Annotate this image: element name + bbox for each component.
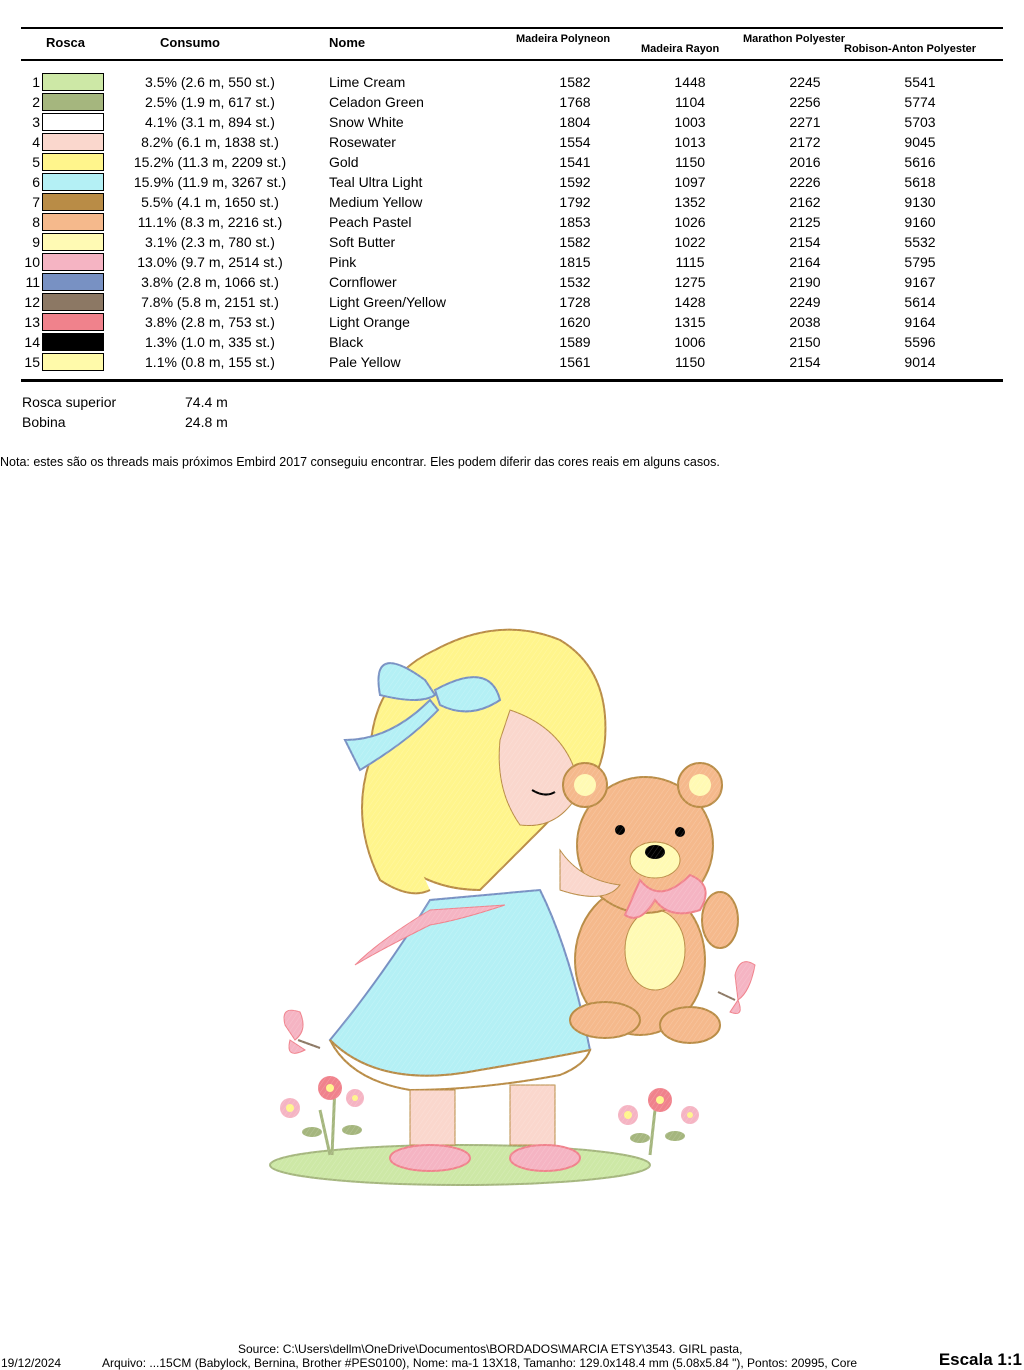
thread-number: 14 [24,334,40,350]
thread-row [0,72,1024,92]
marathon-polyester-code: 2038 [789,314,821,330]
thread-number: 10 [24,254,40,270]
thread-row [0,232,1024,252]
thread-number: 4 [32,134,40,150]
footer-arquivo: Arquivo: ...15CM (Babylock, Bernina, Brother #PES0100), Nome: ma-1 13X18, Tamanho: 129.0x148.4 mm (5.08x5.84 "), Pontos: 20995, Core [102,1356,858,1370]
madeira-polyneon-code: 1804 [559,114,591,130]
robison-anton-code: 5596 [904,334,936,350]
thread-row [0,92,1024,112]
robison-anton-code: 5616 [904,154,936,170]
robison-anton-code: 5795 [904,254,936,270]
thread-consumption: 1.1% (0.8 m, 155 st.) [145,354,275,370]
robison-anton-code: 9164 [904,314,936,330]
thread-name: Gold [329,154,359,170]
madeira-polyneon-code: 1541 [559,154,591,170]
thread-consumption: 3.8% (2.8 m, 1066 st.) [141,274,279,290]
thread-name: Soft Butter [329,234,396,250]
header-nome: Nome [329,35,366,50]
thread-name: Snow White [329,114,404,130]
thread-color-swatch [42,273,104,291]
thread-number: 7 [32,194,40,210]
thread-row [0,352,1024,372]
robison-anton-code: 9014 [904,354,936,370]
marathon-polyester-code: 2271 [789,114,821,130]
thread-consumption: 4.1% (3.1 m, 894 st.) [145,114,275,130]
madeira-rayon-code: 1150 [674,154,706,170]
thread-consumption: 3.8% (2.8 m, 753 st.) [145,314,275,330]
thread-consumption: 3.1% (2.3 m, 780 st.) [145,234,275,250]
table-top-rule [21,27,1003,29]
thread-row [0,152,1024,172]
marathon-polyester-code: 2125 [789,214,821,230]
rosca-superior-label: Rosca superior [22,394,117,410]
thread-consumption: 15.2% (11.3 m, 2209 st.) [133,154,287,170]
thread-consumption: 3.5% (2.6 m, 550 st.) [145,74,275,90]
thread-number: 6 [32,174,40,190]
robison-anton-code: 9160 [904,214,936,230]
madeira-polyneon-code: 1532 [559,274,591,290]
thread-color-swatch [42,293,104,311]
thread-number: 11 [25,274,40,290]
thread-row [0,172,1024,192]
robison-anton-code: 9130 [904,194,936,210]
marathon-polyester-code: 2154 [789,234,821,250]
thread-consumption: 2.5% (1.9 m, 617 st.) [145,94,275,110]
marathon-polyester-code: 2256 [789,94,821,110]
madeira-rayon-code: 1006 [674,334,706,350]
thread-number: 15 [24,354,40,370]
madeira-rayon-code: 1026 [674,214,706,230]
madeira-polyneon-code: 1620 [559,314,591,330]
bobina-label: Bobina [22,414,66,430]
thread-consumption: 5.5% (4.1 m, 1650 st.) [141,194,279,210]
madeira-polyneon-code: 1792 [559,194,591,210]
marathon-polyester-code: 2172 [789,134,821,150]
thread-consumption: 13.0% (9.7 m, 2514 st.) [137,254,283,270]
thread-color-swatch [42,333,104,351]
madeira-polyneon-code: 1561 [559,354,591,370]
thread-row [0,272,1024,292]
thread-name: Medium Yellow [329,194,423,210]
robison-anton-code: 5618 [904,174,936,190]
marathon-polyester-code: 2245 [789,74,821,90]
thread-color-swatch [42,313,104,331]
madeira-rayon-code: 1097 [674,174,706,190]
thread-consumption: 1.3% (1.0 m, 335 st.) [145,334,275,350]
footer-source: Source: C:\Users\dellm\OneDrive\Documentos\BORDADOS\MARCIA ETSY\3543. GIRL pasta, [238,1342,743,1356]
thread-color-swatch [42,353,104,371]
thread-color-swatch [42,213,104,231]
thread-number: 2 [32,94,40,110]
embroidery-design-illustration [260,620,780,1190]
thread-row [0,292,1024,312]
thread-color-swatch [42,93,104,111]
thread-name: Peach Pastel [329,214,412,230]
madeira-rayon-code: 1022 [674,234,706,250]
madeira-polyneon-code: 1592 [559,174,591,190]
thread-number: 1 [32,74,40,90]
thread-consumption: 7.8% (5.8 m, 2151 st.) [141,294,279,310]
marathon-polyester-code: 2150 [789,334,821,350]
header-marathon-polyester: Marathon Polyester [743,33,846,45]
marathon-polyester-code: 2162 [789,194,821,210]
madeira-rayon-code: 1275 [674,274,706,290]
thread-row [0,332,1024,352]
thread-name: Black [329,334,364,350]
thread-name: Celadon Green [329,94,424,110]
madeira-polyneon-code: 1728 [559,294,591,310]
madeira-rayon-code: 1315 [674,314,706,330]
robison-anton-code: 5614 [904,294,936,310]
thread-consumption: 15.9% (11.9 m, 3267 st.) [133,174,287,190]
thread-color-swatch [42,233,104,251]
thread-consumption: 11.1% (8.3 m, 2216 st.) [137,214,283,230]
thread-consumption: 8.2% (6.1 m, 1838 st.) [141,134,279,150]
thread-name: Teal Ultra Light [329,174,423,190]
header-robison-anton-polyester: Robison-Anton Polyester [844,43,977,55]
marathon-polyester-code: 2249 [789,294,821,310]
madeira-polyneon-code: 1582 [559,74,591,90]
marathon-polyester-code: 2164 [789,254,821,270]
robison-anton-code: 5703 [904,114,936,130]
footer-date: 19/12/2024 [1,1356,62,1370]
thread-name: Light Orange [329,314,410,330]
thread-name: Pale Yellow [329,354,401,370]
robison-anton-code: 5774 [904,94,936,110]
thread-row [0,192,1024,212]
thread-row [0,132,1024,152]
robison-anton-code: 9167 [904,274,936,290]
thread-name: Light Green/Yellow [329,294,447,310]
robison-anton-code: 5541 [904,74,936,90]
thread-name: Rosewater [329,134,396,150]
marathon-polyester-code: 2154 [789,354,821,370]
thread-number: 9 [32,234,40,250]
thread-color-swatch [42,133,104,151]
marathon-polyester-code: 2190 [789,274,821,290]
thread-name: Lime Cream [329,74,406,90]
thread-color-swatch [42,193,104,211]
thread-color-swatch [42,173,104,191]
thread-number: 13 [24,314,40,330]
thread-note: Nota: estes são os threads mais próximos Embird 2017 conseguiu encontrar. Eles podem diferir das cores reais em alguns casos. [0,455,720,469]
header-madeira-polyneon: Madeira Polyneon [516,33,611,45]
rosca-superior-value: 74.4 m [185,394,228,410]
thread-row [0,212,1024,232]
thread-number: 8 [32,214,40,230]
robison-anton-code: 5532 [904,234,936,250]
thread-color-swatch [42,153,104,171]
madeira-rayon-code: 1003 [674,114,706,130]
header-consumo: Consumo [160,35,220,50]
thread-row [0,252,1024,272]
bobina-value: 24.8 m [185,414,228,430]
madeira-rayon-code: 1013 [674,134,706,150]
madeira-rayon-code: 1104 [674,94,706,110]
thread-row [0,112,1024,132]
madeira-polyneon-code: 1554 [559,134,591,150]
scale-label: Escala 1:1 [938,1350,1022,1369]
marathon-polyester-code: 2016 [789,154,821,170]
madeira-rayon-code: 1150 [674,354,706,370]
robison-anton-code: 9045 [904,134,936,150]
madeira-rayon-code: 1115 [675,254,705,270]
madeira-polyneon-code: 1853 [559,214,591,230]
madeira-rayon-code: 1352 [674,194,706,210]
madeira-rayon-code: 1448 [674,74,706,90]
thread-name: Pink [329,254,357,270]
madeira-polyneon-code: 1582 [559,234,591,250]
thread-number: 5 [32,154,40,170]
table-bottom-rule [21,379,1003,382]
thread-color-swatch [42,253,104,271]
marathon-polyester-code: 2226 [789,174,821,190]
madeira-polyneon-code: 1768 [559,94,591,110]
madeira-rayon-code: 1428 [674,294,706,310]
madeira-polyneon-code: 1589 [559,334,591,350]
table-header-rule [21,59,1003,61]
madeira-polyneon-code: 1815 [559,254,591,270]
thread-number: 3 [32,114,40,130]
thread-number: 12 [24,294,40,310]
thread-color-swatch [42,73,104,91]
header-madeira-rayon: Madeira Rayon [641,43,720,55]
thread-color-swatch [42,113,104,131]
thread-name: Cornflower [329,274,397,290]
header-rosca: Rosca [46,35,86,50]
thread-row [0,312,1024,332]
